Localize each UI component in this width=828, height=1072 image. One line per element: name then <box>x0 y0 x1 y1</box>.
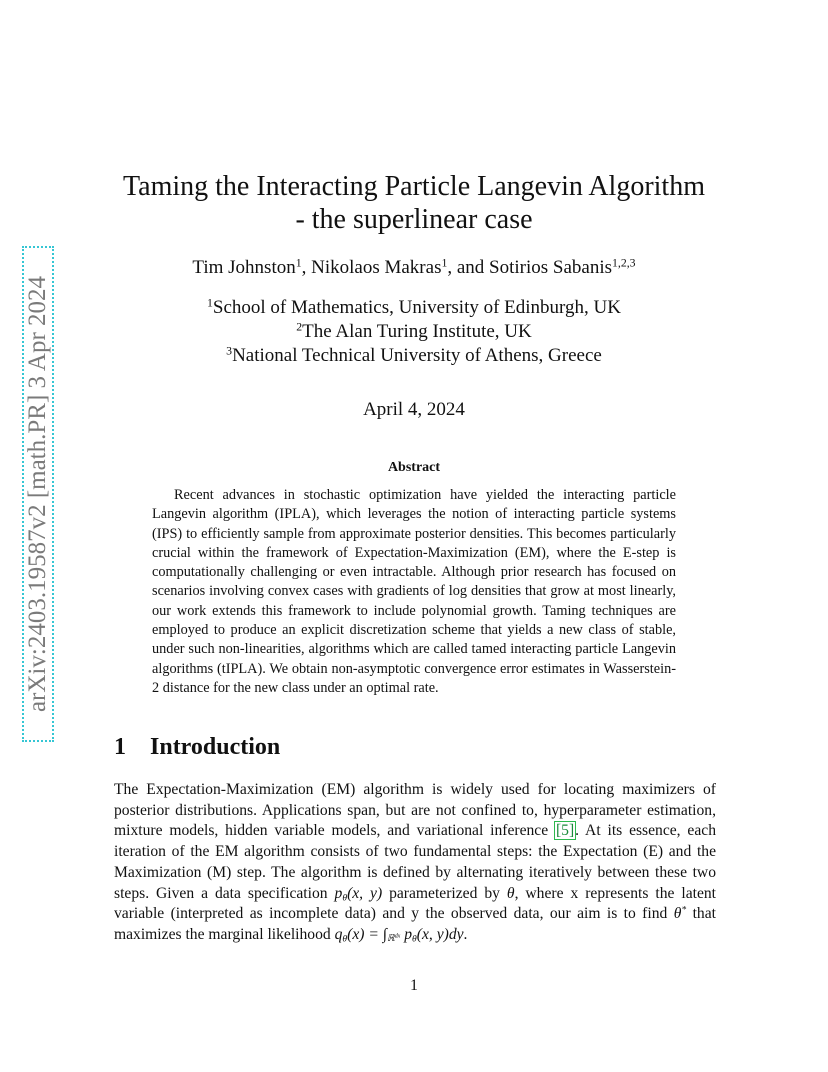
abstract-body: Recent advances in stochastic optimization have yielded the interacting particle Langevin algorithm (IPLA), which leverages the notion of interacting particle systems (IPS) to efficiently sample from approximate posterior densities. This becomes particularly crucial within the framework of Expectation-Maximization (EM), where the E-step is computationally challenging or even intractable. Although prior research has focused on scenarios involving convex cases with gradients of log densities that grow at most linearly, our work extends this framework to include polynomial growth. Taming techniques are employed to produce an explicit discretization scheme that yields a new class of stable, under such non-linearities, algorithms which are called tamed interacting particle Langevin algorithms (tIPLA). We obtain non-asymptotic convergence error estimates in Wasserstein-2 distance for the new class under an optimal rate. <box>152 487 676 696</box>
author-affiliation-mark: 1,2,3 <box>612 256 636 270</box>
intro-text: , where x represents the latent variable (interpreted as incomplete data) and y the observed data, our aim is to find <box>114 884 717 923</box>
page-number: 1 <box>410 977 418 994</box>
intro-text: . <box>463 925 468 943</box>
arxiv-identifier-stamp[interactable] <box>22 246 54 742</box>
intro-text: . At its essence, each iteration of the EM algorithm consists of two fundamental steps: the Expectation (E) and the Maximization (M) step. The algorithm is defined by alternating iteratively between these two steps. Given a data specification <box>114 822 716 902</box>
intro-text: parameterized by <box>382 884 507 902</box>
author-separator: , <box>301 257 312 278</box>
abstract-heading: Abstract <box>387 460 441 475</box>
section-heading <box>114 734 280 761</box>
math-p-theta: $p_\theta(x$, y) <box>334 884 383 903</box>
math-theta-star: θ* <box>673 904 687 923</box>
author-name: Nikolaos Makras <box>311 257 442 278</box>
citation-link[interactable]: [5] <box>555 822 575 840</box>
affiliation-text: National Technical University of Athens, Greece <box>232 345 602 366</box>
author-affiliation-mark: 1 <box>441 256 448 270</box>
intro-text: that maximizes the marginal likelihood <box>114 905 716 943</box>
introduction-paragraph <box>114 780 716 946</box>
affiliation-line <box>100 296 728 320</box>
intro-text: The Expectation-Maximization (EM) algorithm is widely used for locating maximizers of posterior distributions. Applications span, but are not confined to, hyperparameter estimation, mixture models, hidden variable models, and variational inference <box>114 781 716 840</box>
math-theta: θ <box>506 884 515 902</box>
affiliation-mark: 3 <box>226 344 233 358</box>
affiliation-mark: 1 <box>207 296 213 310</box>
title-line-1: Taming the Interacting Particle Langevin Algorithm <box>123 171 705 202</box>
paper-title <box>100 170 728 236</box>
affiliation-line <box>100 344 728 368</box>
affiliation-text: School of Mathematics, University of Edinburgh, UK <box>212 297 621 318</box>
author-name: Sotirios Sabanis <box>489 257 613 278</box>
affiliation-mark: 2 <box>296 320 303 334</box>
math-marginal-likelihood: $q_\theta(x) = \int_{ℝ^{dx}}$ $p_\theta(x$, y)dy <box>334 925 464 945</box>
affiliation-text: The Alan Turing Institute, UK <box>302 321 532 342</box>
section-title: Introduction <box>150 734 281 760</box>
author-name: Tim Johnston <box>192 257 296 278</box>
affiliation-line <box>100 320 728 344</box>
arxiv-identifier-text: arXiv:2403.19587v2 [math.PR] 3 Apr 2024 <box>24 275 51 713</box>
publication-date: April 4, 2024 <box>363 399 465 420</box>
author-list <box>100 257 728 279</box>
title-line-2: - the superlinear case <box>295 204 533 235</box>
affiliation-list <box>100 296 728 368</box>
author-affiliation-mark: 1 <box>295 256 302 270</box>
section-number: 1 <box>114 734 126 760</box>
author-separator: , and <box>447 257 490 278</box>
